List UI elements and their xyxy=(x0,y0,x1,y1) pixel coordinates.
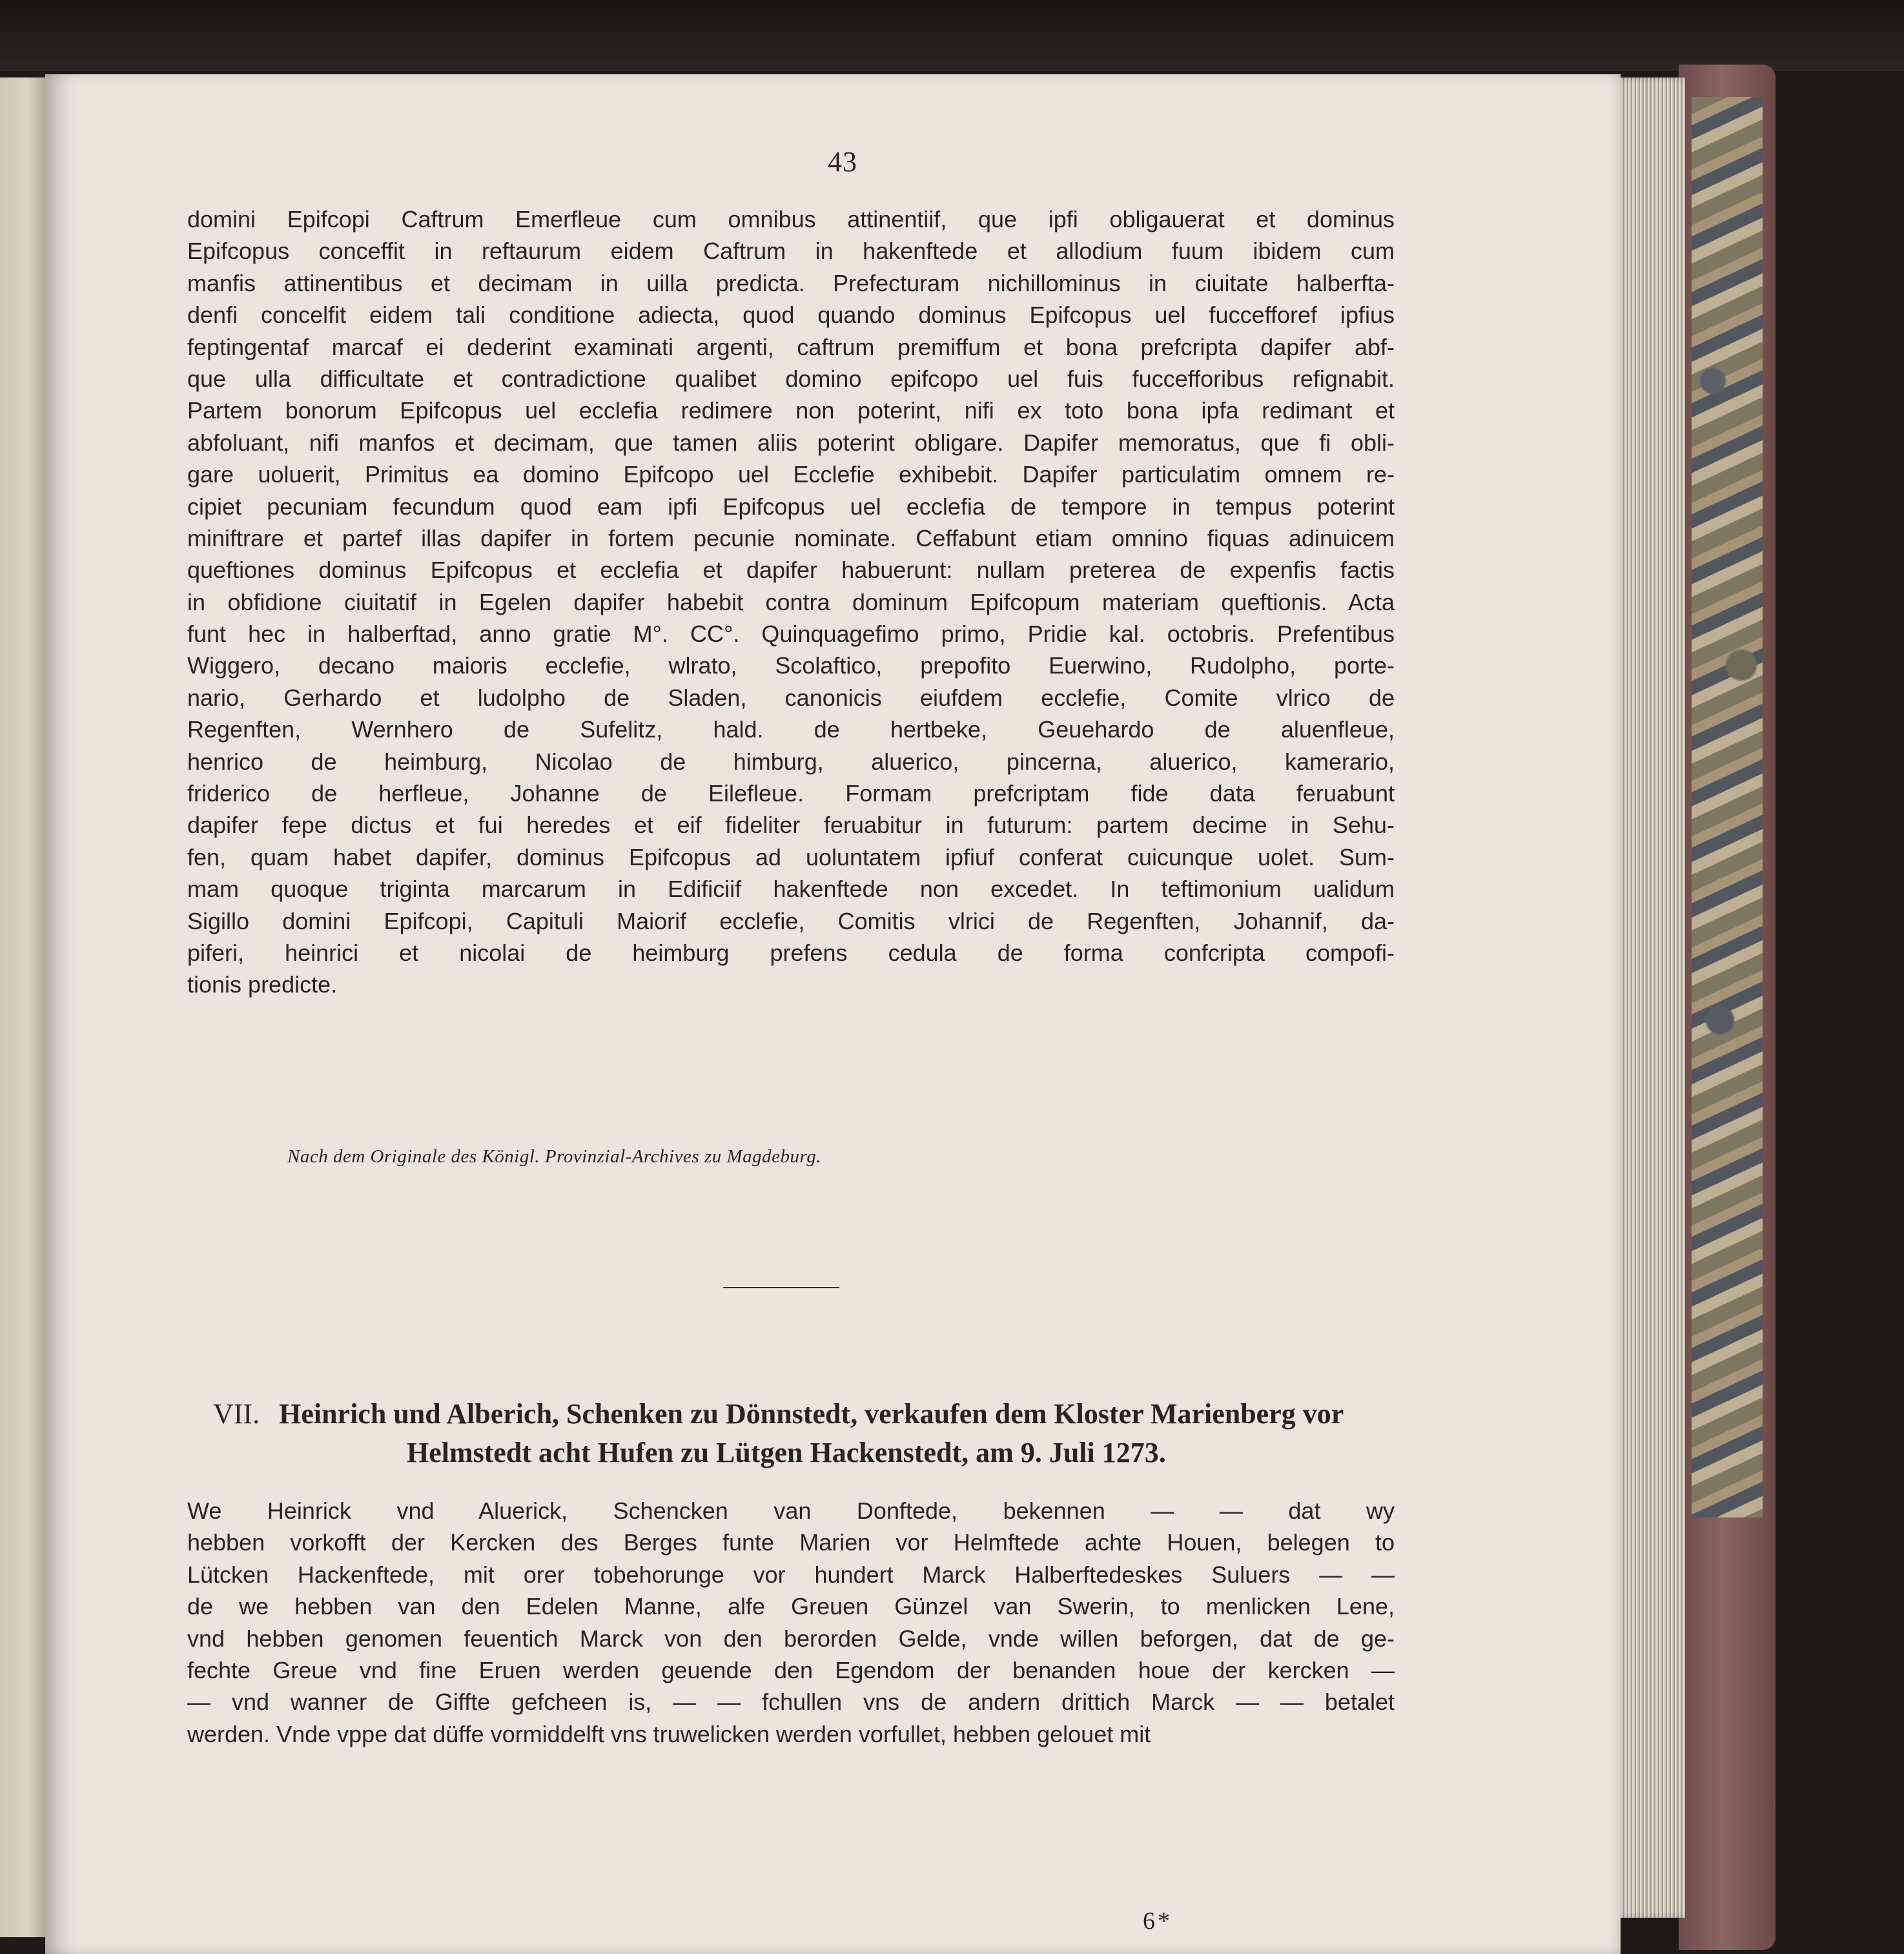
latin-charter-text xyxy=(187,203,1395,1001)
latin-text-line: in obfidione ciuitatif in Egelen dapifer habebit contra dominum Epifcopum materiam queftionis. Acta xyxy=(187,588,1395,615)
page-block-edges xyxy=(1614,77,1685,1918)
german-text-line: We Heinrick vnd Aluerick, Schencken van Donftede, bekennen — — dat wy xyxy=(187,1497,1395,1524)
german-text-line: Lütcken Hackenftede, mit orer tobehorunge vor hundert Marck Halberftedeskes Suluers — — xyxy=(187,1561,1395,1588)
section-heading xyxy=(213,1395,1446,1472)
latin-text-line: manfis attinentibus et decimam in uilla predicta. Prefecturam nichillominus in ciuitate halberfta- xyxy=(187,269,1395,296)
book-page xyxy=(45,74,1621,1954)
latin-text-line: piferi, heinrici et nicolai de heimburg prefens cedula de forma confcripta compofi- xyxy=(187,939,1395,966)
latin-text-line: fen, quam habet dapifer, dominus Epifcopus ad uoluntatem ipfiuf conferat cuicunque uolet. Sum- xyxy=(187,843,1395,870)
latin-text-line: domini Epifcopi Caftrum Emerfleue cum omnibus attinentiif, que ipfi obligauerat et dominus xyxy=(187,206,1395,232)
german-text-line: fechte Greue vnd fine Eruen werden geuende den Egendom der benanden houe der kercken — xyxy=(187,1656,1395,1683)
latin-text-line: gare uoluerit, Primitus ea domino Epifcopo uel Ecclefie exhibebit. Dapifer particulatim omnem re- xyxy=(187,461,1395,488)
latin-text-line: friderico de herfleue, Johanne de Eilefleue. Formam prefcriptam fide data feruabunt xyxy=(187,780,1395,807)
latin-text-line: Sigillo domini Epifcopi, Capituli Maiorif ecclefie, Comitis vlrici de Regenften, Johannif, da- xyxy=(187,907,1395,934)
latin-text-line: cipiet pecuniam fecundum quod eam ipfi Epifcopus uel ecclefia de tempore in tempus poterint xyxy=(187,493,1395,520)
german-text-line: vnd hebben genomen feuentich Marck von den berorden Gelde, vnde willen beforgen, dat de ge- xyxy=(187,1625,1395,1652)
latin-text-line: miniftrare et partef illas dapifer in fortem pecunie nominate. Ceffabunt etiam omnino fiquas adinuicem xyxy=(187,524,1395,551)
section-title-line-2: Helmstedt acht Hufen zu Lütgen Hackenstedt, am 9. Juli 1273. xyxy=(407,1437,1166,1468)
latin-text-line: Epifcopus conceffit in reftaurum eidem Caftrum in hakenftede et allodium fuum ibidem cum xyxy=(187,238,1395,265)
latin-text-line: funt hec in halberftad, anno gratie M°. CC°. Quinquagefimo primo, Pridie kal. octobris. Prefentibus xyxy=(187,621,1395,648)
source-note: Nach dem Originale des Königl. Provinzial-Archives zu Magdeburg. xyxy=(287,1146,821,1167)
latin-text-line: abfoluant, nifi manfos et decimam, que tamen aliis poterint obligare. Dapifer memoratus, que fi obli- xyxy=(187,429,1395,456)
german-text-line: hebben vorkofft der Kercken des Berges funte Marien vor Helmftede achte Houen, belegen to xyxy=(187,1529,1395,1556)
section-title-line-1: Heinrich und Alberich, Schenken zu Dönnstedt, verkaufen dem Kloster Marienberg vor xyxy=(279,1398,1344,1430)
latin-text-line: Regenften, Wernhero de Sufelitz, hald. de hertbeke, Geuehardo de aluenfleue, xyxy=(187,716,1395,743)
german-charter-text xyxy=(187,1495,1395,1750)
latin-text-line: nario, Gerhardo et ludolpho de Sladen, canonicis eiufdem ecclefie, Comite vlrico de xyxy=(187,684,1395,711)
signature-mark: 6* xyxy=(1143,1908,1172,1935)
latin-text-line: queftiones dominus Epifcopus et ecclefia et dapifer habuerunt: nullam preterea de expenfis factis xyxy=(187,557,1395,584)
latin-text-line: tionis predicte. xyxy=(187,971,338,998)
latin-text-line: henrico de heimburg, Nicolao de himburg, aluerico, pincerna, aluerico, kamerario, xyxy=(187,748,1395,775)
german-text-line: de we hebben van den Edelen Manne, alfe Greuen Günzel van Swerin, to menlicken Lene, xyxy=(187,1593,1395,1620)
latin-text-line: Partem bonorum Epifcopus uel ecclefia redimere non poterint, nifi ex toto bona ipfa redimant et xyxy=(187,397,1395,424)
section-numeral: VII. xyxy=(213,1398,260,1430)
german-text-line: werden. Vnde vppe dat düffe vormiddelft vns truwelicken werden vorfullet, hebben gelouet mit xyxy=(187,1720,1151,1747)
german-text-line: — vnd wanner de Giffte gefcheen is, — — fchullen vns de andern drittich Marck — — betalet xyxy=(187,1689,1395,1716)
book-cover-top xyxy=(0,0,1904,71)
latin-text-line: Wiggero, decano maioris ecclefie, wlrato, Scolaftico, prepofito Euerwino, Rudolpho, porte- xyxy=(187,652,1395,679)
facing-page-edge xyxy=(0,77,45,1937)
latin-text-line: mam quoque triginta marcarum in Edificiif hakenftede non excedet. In teftimonium ualidum xyxy=(187,876,1395,903)
latin-text-line: dapifer fepe dictus et fui heredes et eif fideliter feruabitur in futurum: partem decime in Sehu- xyxy=(187,812,1395,839)
latin-text-line: denfi concelfit eidem tali conditione adiecta, quod quando dominus Epifcopus uel fuccefforef ipfius xyxy=(187,302,1395,329)
latin-text-line: feptingentaf marcaf ei dederint examinati argenti, caftrum premiffum et bona prefcripta dapifer abf- xyxy=(187,333,1395,360)
marbled-endpaper xyxy=(1692,97,1763,1517)
latin-text-line: que ulla difficultate et contradictione qualibet domino epifcopo uel fuis fuccefforibus refignabit. xyxy=(187,365,1395,392)
page-number: 43 xyxy=(828,146,857,178)
section-divider xyxy=(723,1287,839,1288)
